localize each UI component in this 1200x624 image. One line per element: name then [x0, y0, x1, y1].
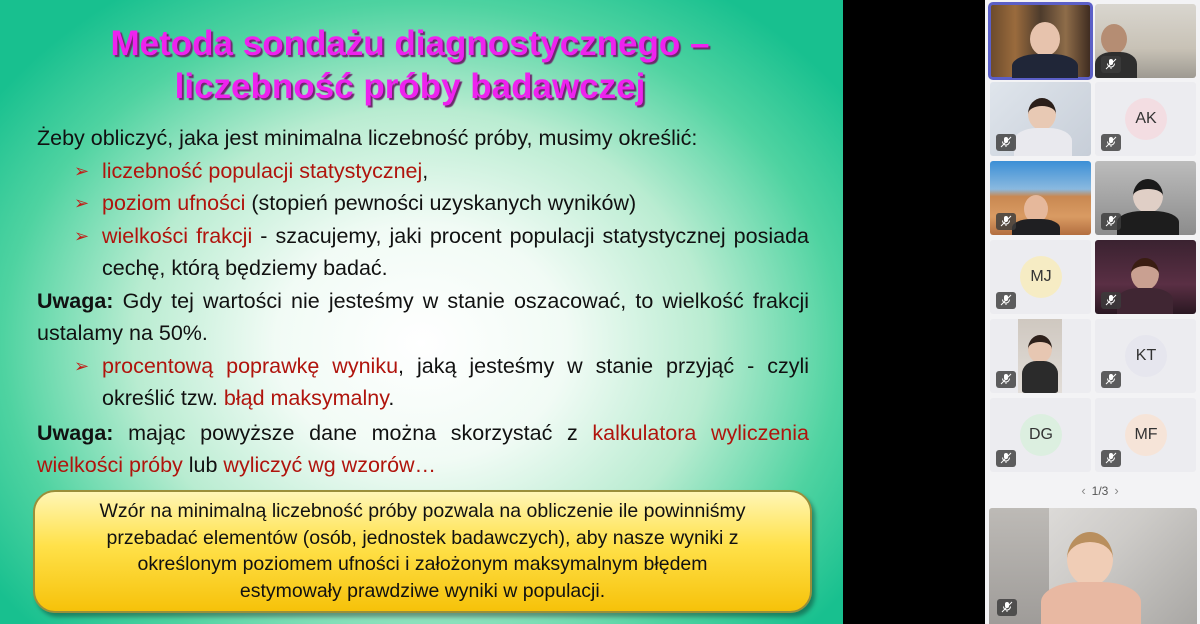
formulas-link: wyliczyć wg wzorów…	[223, 453, 437, 477]
participant-video	[1133, 179, 1163, 213]
participant-video	[1067, 532, 1113, 586]
participant-video-body	[1117, 211, 1179, 235]
note-calculator-text-2: lub	[182, 453, 224, 477]
arrow-bullet-icon: ➢	[74, 193, 90, 213]
mic-muted-icon	[1101, 292, 1121, 309]
bullet-error-end: .	[388, 386, 395, 410]
participant-video	[1018, 319, 1062, 393]
participant-tile-mj[interactable]	[990, 240, 1091, 314]
note-fraction-text: Gdy tej wartości nie jesteśmy w stanie oszacować, to wielkość frakcji ustalamy na 50%.	[37, 288, 809, 345]
avatar-dg: DG	[1020, 414, 1062, 456]
participant-tile-5[interactable]	[990, 161, 1091, 235]
note-fraction-label: Uwaga:	[37, 288, 114, 313]
note-calculator-text: mając powyższe dane można skorzystać z	[113, 420, 593, 445]
participant-tile-6[interactable]	[1095, 161, 1196, 235]
participant-video-body	[1041, 582, 1141, 624]
bullet-population-key: liczebność populacji statystycznej	[102, 158, 423, 183]
callout-line-1: Wzór na minimalną liczebność próby pozwala na obliczenie ile powinniśmy	[99, 500, 746, 522]
stage-gutter	[843, 0, 985, 624]
slide-intro: Żeby obliczyć, jaka jest minimalna liczebność próby, musimy określić:	[37, 126, 698, 150]
pager-label: 1/3	[1091, 484, 1109, 498]
slide-body	[37, 122, 809, 482]
bullet-error-text: , jaką jesteśmy w stanie przyjąć - czyli określić tzw.	[102, 353, 809, 410]
bullet-population	[37, 155, 809, 188]
mic-muted-icon	[1101, 450, 1121, 467]
participant-video-body	[1012, 54, 1078, 78]
chevron-right-icon[interactable]: ›	[1114, 483, 1119, 498]
callout-line-2: przebadać elementów (osób, jednostek badawczych), aby nasze wyniki z	[106, 526, 739, 549]
mic-muted-icon	[996, 213, 1016, 230]
participant-video-body	[1117, 288, 1173, 314]
bullet-fraction-key: wielkości frakcji	[102, 223, 253, 248]
participant-video-body	[1022, 361, 1058, 393]
arrow-bullet-icon: ➢	[74, 355, 90, 376]
avatar-ak: AK	[1125, 98, 1167, 140]
participant-tile-ak[interactable]	[1095, 82, 1196, 156]
participant-video-body	[1012, 219, 1060, 235]
mic-muted-icon	[1101, 371, 1121, 388]
participant-tile-dg[interactable]	[990, 398, 1091, 472]
callout-line-3: określonym poziomem ufności i założonym maksymalnym błędem	[137, 553, 708, 575]
bullet-fraction-text: - szacujemy, jaki procent populacji statystycznej posiada cechę, którą będziemy badać.	[102, 223, 809, 280]
formula-callout	[33, 490, 812, 613]
participant-video	[1101, 24, 1127, 54]
participant-tile-mf[interactable]	[1095, 398, 1196, 472]
mic-muted-icon	[1101, 134, 1121, 151]
bullet-error	[37, 350, 809, 415]
note-calculator-label: Uwaga:	[37, 420, 114, 445]
participant-video-body	[1014, 128, 1072, 156]
calculator-link: kalkulatora wyliczenia wielkości próby	[37, 420, 809, 477]
bullet-confidence	[37, 187, 809, 220]
bullet-fraction	[37, 220, 809, 285]
note-fraction	[37, 285, 809, 350]
bullet-error-key-2: błąd maksymalny	[223, 386, 389, 410]
arrow-bullet-icon: ➢	[74, 225, 90, 246]
arrow-bullet-icon: ➢	[74, 160, 90, 181]
slide-title	[30, 22, 790, 108]
participant-tile-3[interactable]	[990, 82, 1091, 156]
note-calculator	[37, 417, 809, 482]
mic-muted-icon	[996, 450, 1016, 467]
chevron-left-icon[interactable]: ‹	[1081, 483, 1086, 498]
mic-muted-icon	[996, 292, 1016, 309]
mic-muted-icon	[997, 599, 1017, 616]
participant-video	[1030, 22, 1060, 56]
avatar-kt: KT	[1125, 335, 1167, 377]
slide-title-line-2: liczebność próby badawczej	[174, 67, 646, 106]
participant-video	[1028, 98, 1056, 130]
mic-muted-icon	[1101, 213, 1121, 230]
participant-tile-8[interactable]	[1095, 240, 1196, 314]
participant-tile-presenter[interactable]	[990, 4, 1091, 78]
self-view-tile[interactable]	[989, 508, 1197, 624]
bullet-error-key: procentową poprawkę wyniku	[102, 353, 399, 378]
participant-video-head	[1028, 335, 1052, 363]
bullet-population-text: ,	[422, 158, 429, 183]
mic-muted-icon	[1101, 56, 1121, 73]
mic-muted-icon	[996, 371, 1016, 388]
participant-tile-9[interactable]	[990, 319, 1091, 393]
mic-muted-icon	[996, 134, 1016, 151]
bullet-confidence-key: poziom ufności	[102, 191, 246, 215]
participant-video	[1131, 258, 1159, 290]
slide-title-line-1: Metoda sondażu diagnostycznego –	[110, 24, 710, 63]
callout-line-4: estymowały prawdziwe wyniki w populacji.	[239, 579, 606, 602]
participant-pager	[1060, 483, 1140, 499]
avatar-mf: MF	[1125, 414, 1167, 456]
avatar-mj: MJ	[1020, 256, 1062, 298]
bullet-confidence-text: (stopień pewności uzyskanych wyników)	[245, 191, 637, 215]
participant-tile-kt[interactable]	[1095, 319, 1196, 393]
participant-tile-2[interactable]	[1095, 4, 1196, 78]
